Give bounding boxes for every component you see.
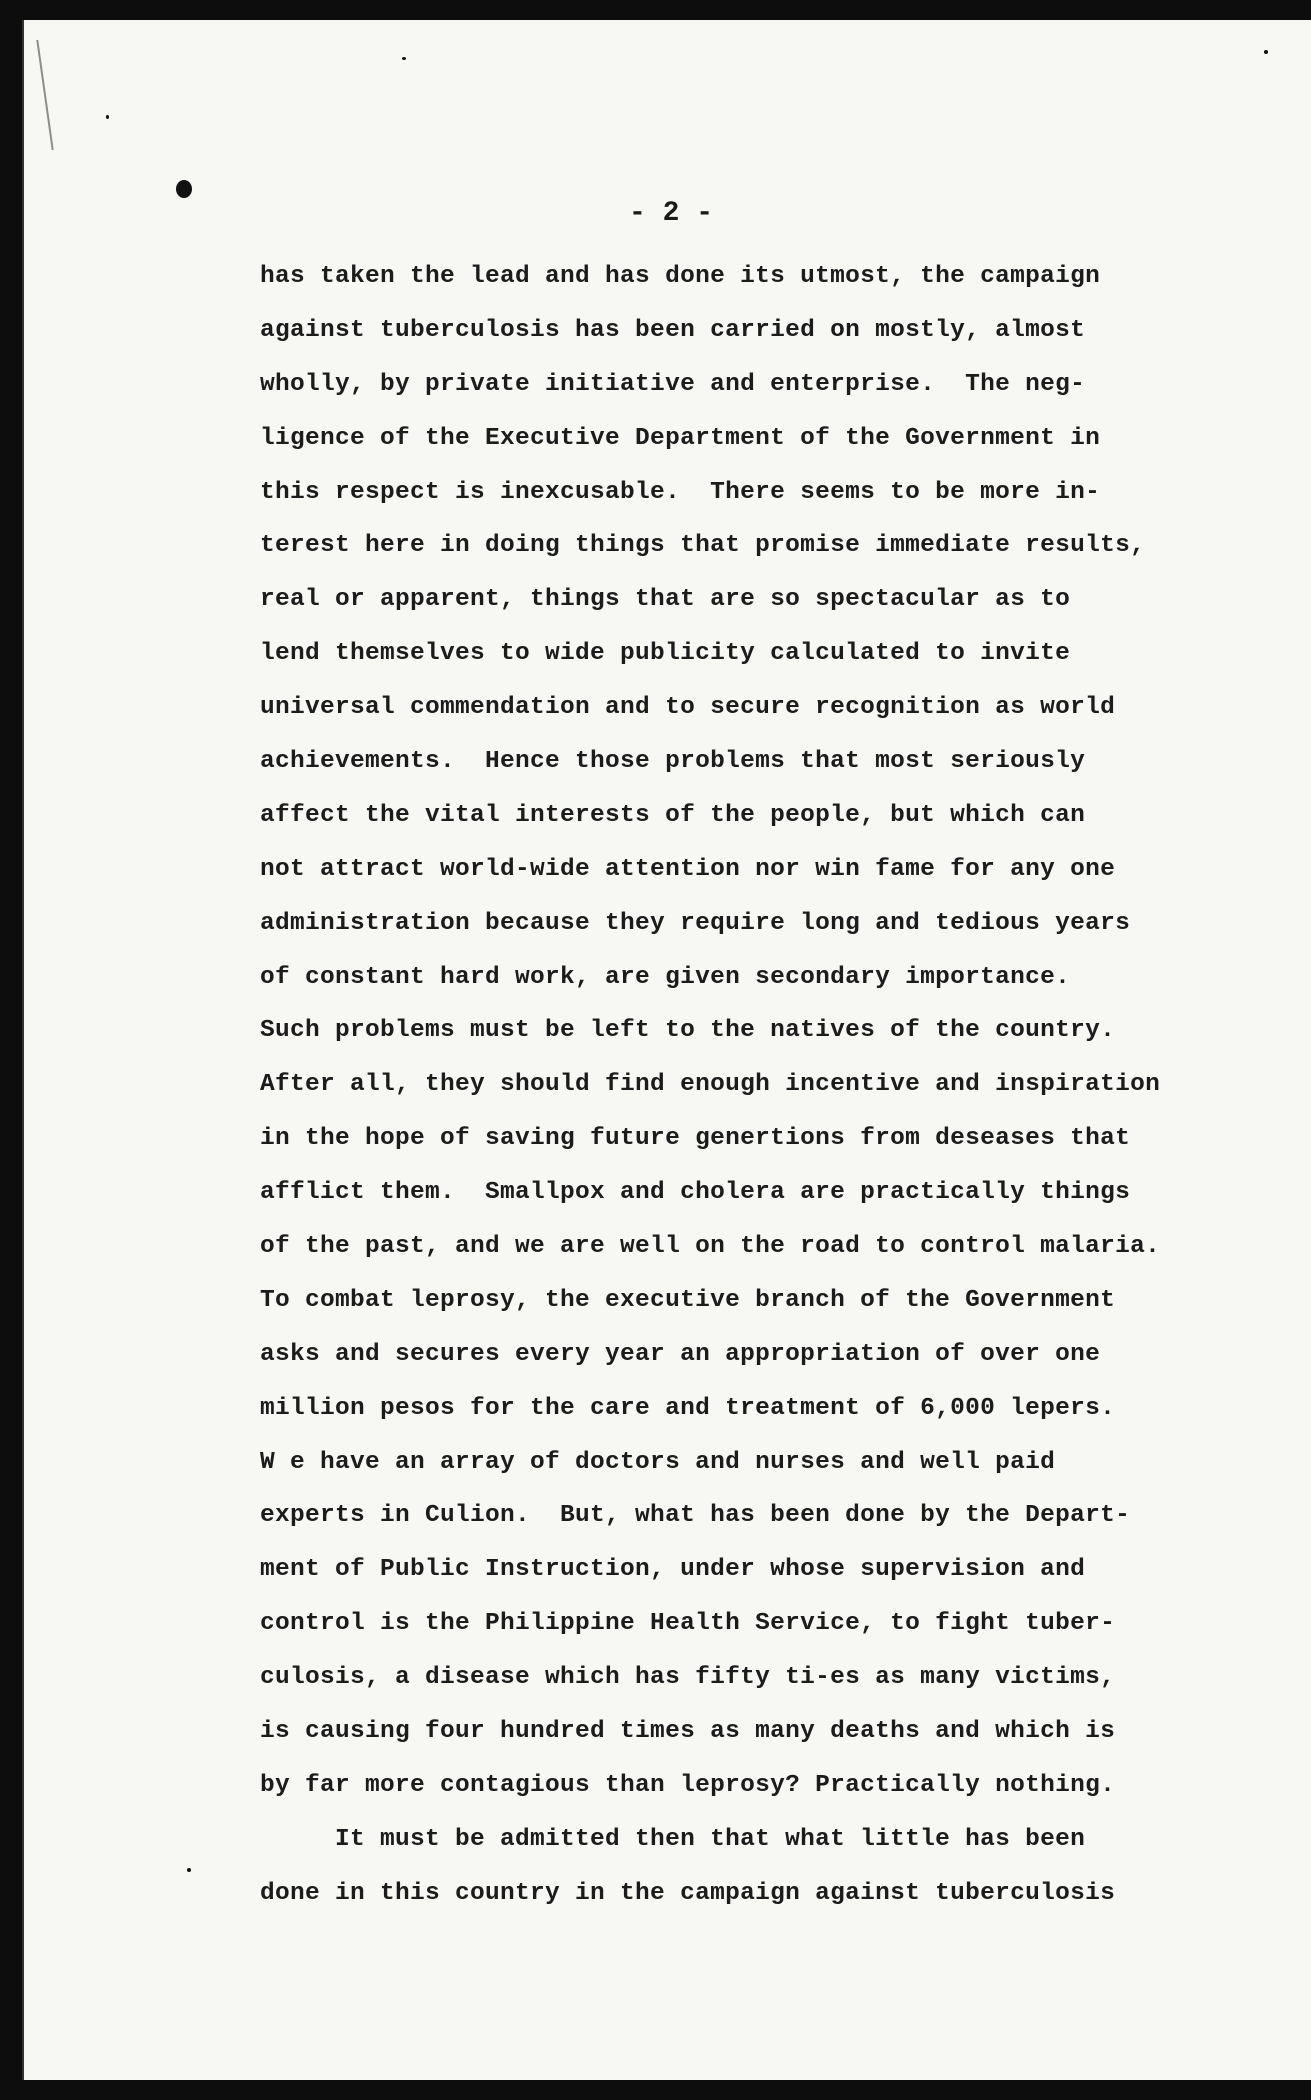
text-line: against tuberculosis has been carried on mostly, almost <box>260 316 1086 344</box>
scan-border <box>0 2080 1311 2100</box>
text-line: ment of Public Instruction, under whose supervision and <box>260 1556 1086 1584</box>
text-line: lend themselves to wide publicity calculated to invite <box>260 640 1071 668</box>
text-line: affect the vital interests of the people, but which can <box>260 801 1086 829</box>
text-line: done in this country in the campaign against tuberculosis <box>260 1879 1116 1907</box>
text-line: in the hope of saving future genertions from deseases that <box>260 1125 1131 1153</box>
ink-speck <box>106 115 109 119</box>
text-line: asks and secures every year an appropriation of over one <box>260 1340 1101 1368</box>
text-line: To combat leprosy, the executive branch of the Government <box>260 1286 1116 1314</box>
text-line: culosis, a disease which has fifty ti-es as many victims, <box>260 1664 1116 1692</box>
text-line: real or apparent, things that are so spectacular as to <box>260 586 1071 614</box>
document-page <box>22 20 1311 2080</box>
text-line: of the past, and we are well on the road to control malaria. <box>260 1233 1161 1261</box>
text-line: of constant hard work, are given secondary importance. <box>260 963 1071 991</box>
text-line: terest here in doing things that promise immediate results, <box>260 532 1146 560</box>
ink-speck <box>1264 50 1268 54</box>
text-line: million pesos for the care and treatment of 6,000 lepers. <box>260 1394 1116 1422</box>
text-line: ligence of the Executive Department of the Government in <box>260 424 1101 452</box>
text-line: by far more contagious than leprosy? Practically nothing. <box>260 1771 1116 1799</box>
text-line: It must be admitted then that what little has been <box>260 1825 1086 1853</box>
text-line: afflict them. Smallpox and cholera are practically things <box>260 1179 1131 1207</box>
text-line: Such problems must be left to the natives of the country. <box>260 1017 1116 1045</box>
text-line: universal commendation and to secure recognition as world <box>260 694 1116 722</box>
text-line: has taken the lead and has done its utmost, the campaign <box>260 263 1101 290</box>
text-line: this respect is inexcusable. There seems to be more in- <box>260 478 1101 506</box>
page-number: - 2 - <box>629 198 714 229</box>
text-line: experts in Culion. But, what has been done by the Depart- <box>260 1502 1131 1530</box>
text-line: control is the Philippine Health Service, to fight tuber- <box>260 1610 1116 1638</box>
text-line: achievements. Hence those problems that most seriously <box>260 748 1086 776</box>
ink-speck <box>176 180 192 198</box>
ink-speck <box>402 57 406 60</box>
text-line: W e have an array of doctors and nurses and well paid <box>260 1448 1056 1476</box>
text-line: After all, they should find enough incentive and inspiration <box>260 1071 1161 1099</box>
text-line: not attract world-wide attention nor win fame for any one <box>260 855 1116 883</box>
page-fold-mark <box>36 40 113 150</box>
ink-speck <box>187 1868 191 1872</box>
text-line: wholly, by private initiative and enterprise. The neg- <box>260 370 1086 398</box>
body-text <box>260 250 1270 1921</box>
text-line: administration because they require long and tedious years <box>260 909 1131 937</box>
text-line: is causing four hundred times as many deaths and which is <box>260 1718 1116 1746</box>
